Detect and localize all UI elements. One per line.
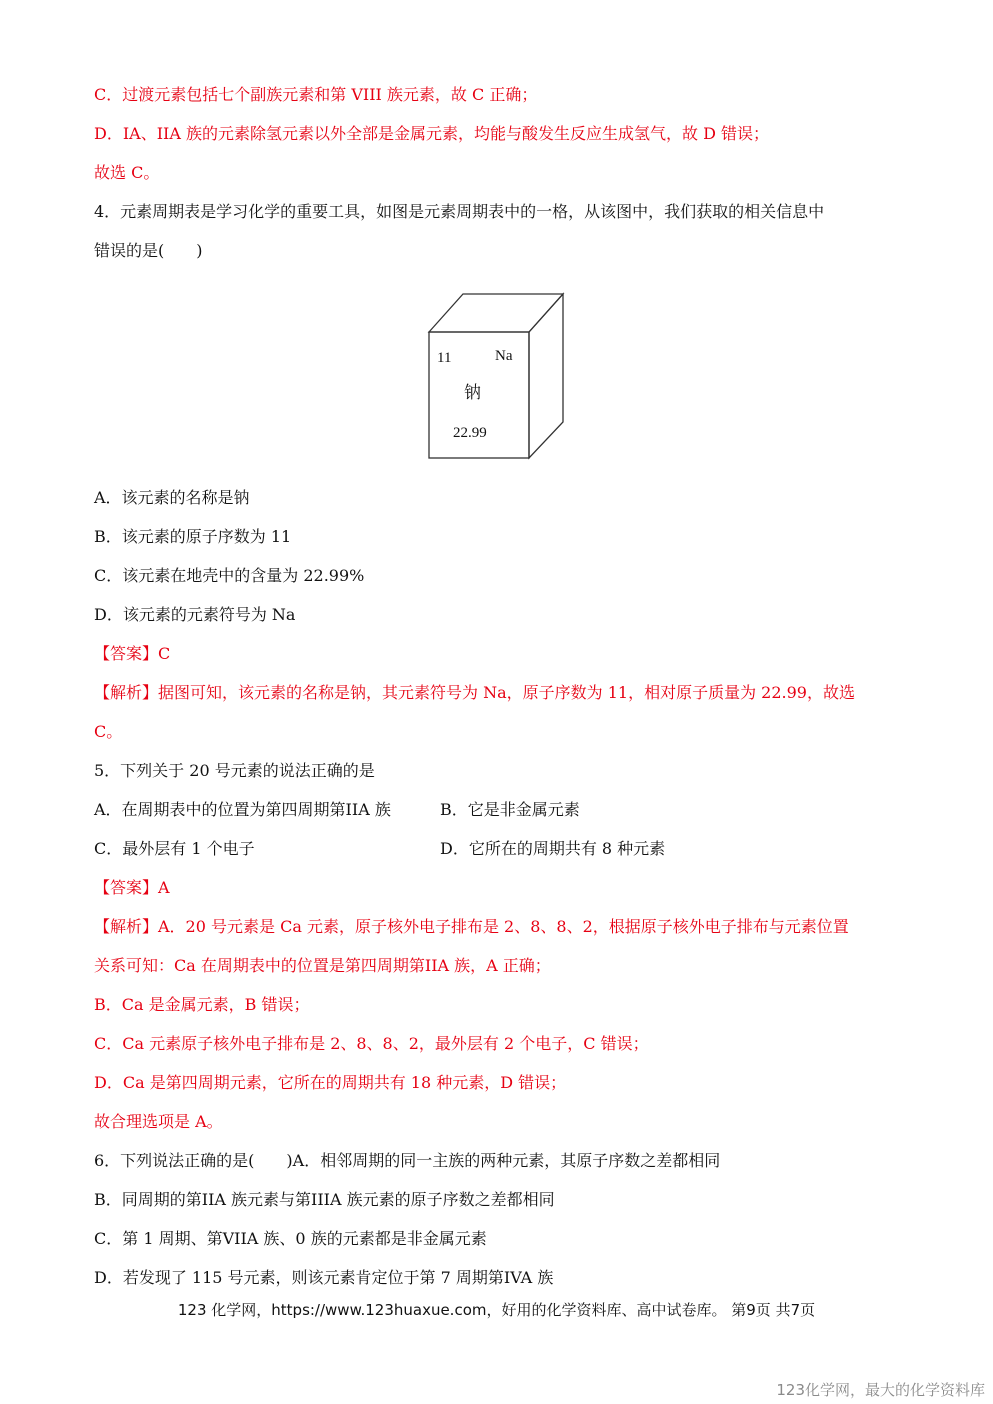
question-5-stem: 5．下列关于 20 号元素的说法正确的是 [94, 761, 375, 780]
option-4b: B．该元素的原子序数为 11 [94, 527, 292, 546]
explanation-conclusion: 故选 C。 [94, 163, 160, 182]
atomic-number: 11 [437, 350, 452, 366]
analysis-4: 【解析】据图可知，该元素的名称是钠，其元素符号为 Na，原子序数为 11，相对原子质量为 22.99，故选 [94, 683, 855, 702]
options-5-row1 [94, 799, 899, 821]
analysis-5-conclusion: 故合理选项是 A。 [94, 1112, 223, 1131]
analysis-4-cont: C。 [94, 722, 123, 741]
option-5d: D．它所在的周期共有 8 种元素 [440, 839, 666, 858]
option-6c: C．第 1 周期、第VIIA 族、0 族的元素都是非金属元素 [94, 1229, 487, 1248]
option-6b: B．同周期的第IIA 族元素与第IIIA 族元素的原子序数之差都相同 [94, 1190, 555, 1209]
atomic-mass: 22.99 [453, 425, 487, 441]
option-6d: D．若发现了 115 号元素，则该元素肯定位于第 7 周期第IVA 族 [94, 1268, 554, 1287]
question-6-stem: 6．下列说法正确的是( )A．相邻周期的同一主族的两种元素，其原子序数之差都相同 [94, 1151, 721, 1170]
question-4-stem: 4．元素周期表是学习化学的重要工具，如图是元素周期表中的一格，从该图中，我们获取的相关信息中 [94, 202, 825, 221]
option-4a: A．该元素的名称是钠 [94, 488, 250, 507]
option-5a: A．在周期表中的位置为第四周期第IIA 族 [94, 800, 391, 819]
answer-5: 【答案】A [94, 878, 170, 897]
option-5b: B．它是非金属元素 [440, 800, 580, 819]
answer-4: 【答案】C [94, 644, 171, 663]
element-cell-figure [425, 292, 575, 464]
options-5-row2 [94, 838, 899, 860]
site-watermark: 123化学网，最大的化学资料库 [776, 1381, 985, 1399]
element-symbol: Na [495, 348, 513, 364]
explanation-line-d: D．IA、IIA 族的元素除氢元素以外全部是金属元素，均能与酸发生反应生成氢气，故 D 错误； [94, 124, 769, 143]
explanation-line-c: C．过渡元素包括七个副族元素和第 VIII 族元素，故 C 正确； [94, 85, 538, 104]
option-4d: D．该元素的元素符号为 Na [94, 605, 296, 624]
page-footer: 123 化学网，https://www.123huaxue.com，好用的化学资料库、高中试卷库。 第9页 共7页 [177, 1301, 816, 1319]
analysis-5-d: D．Ca 是第四周期元素，它所在的周期共有 18 种元素，D 错误； [94, 1073, 567, 1092]
analysis-5-a: 【解析】A．20 号元素是 Ca 元素，原子核外电子排布是 2、8、8、2，根据原子核外电子排布与元素位置 [94, 917, 849, 936]
element-name: 钠 [464, 383, 481, 403]
analysis-5-a-cont: 关系可知：Ca 在周期表中的位置是第四周期第IIA 族，A 正确； [94, 956, 551, 975]
analysis-5-b: B．Ca 是金属元素，B 错误； [94, 995, 310, 1014]
option-5c: C．最外层有 1 个电子 [94, 839, 255, 858]
analysis-5-c: C．Ca 元素原子核外电子排布是 2、8、8、2，最外层有 2 个电子，C 错误； [94, 1034, 649, 1053]
question-4-stem-cont: 错误的是( ) [94, 241, 203, 260]
option-4c: C．该元素在地壳中的含量为 22.99% [94, 566, 365, 585]
